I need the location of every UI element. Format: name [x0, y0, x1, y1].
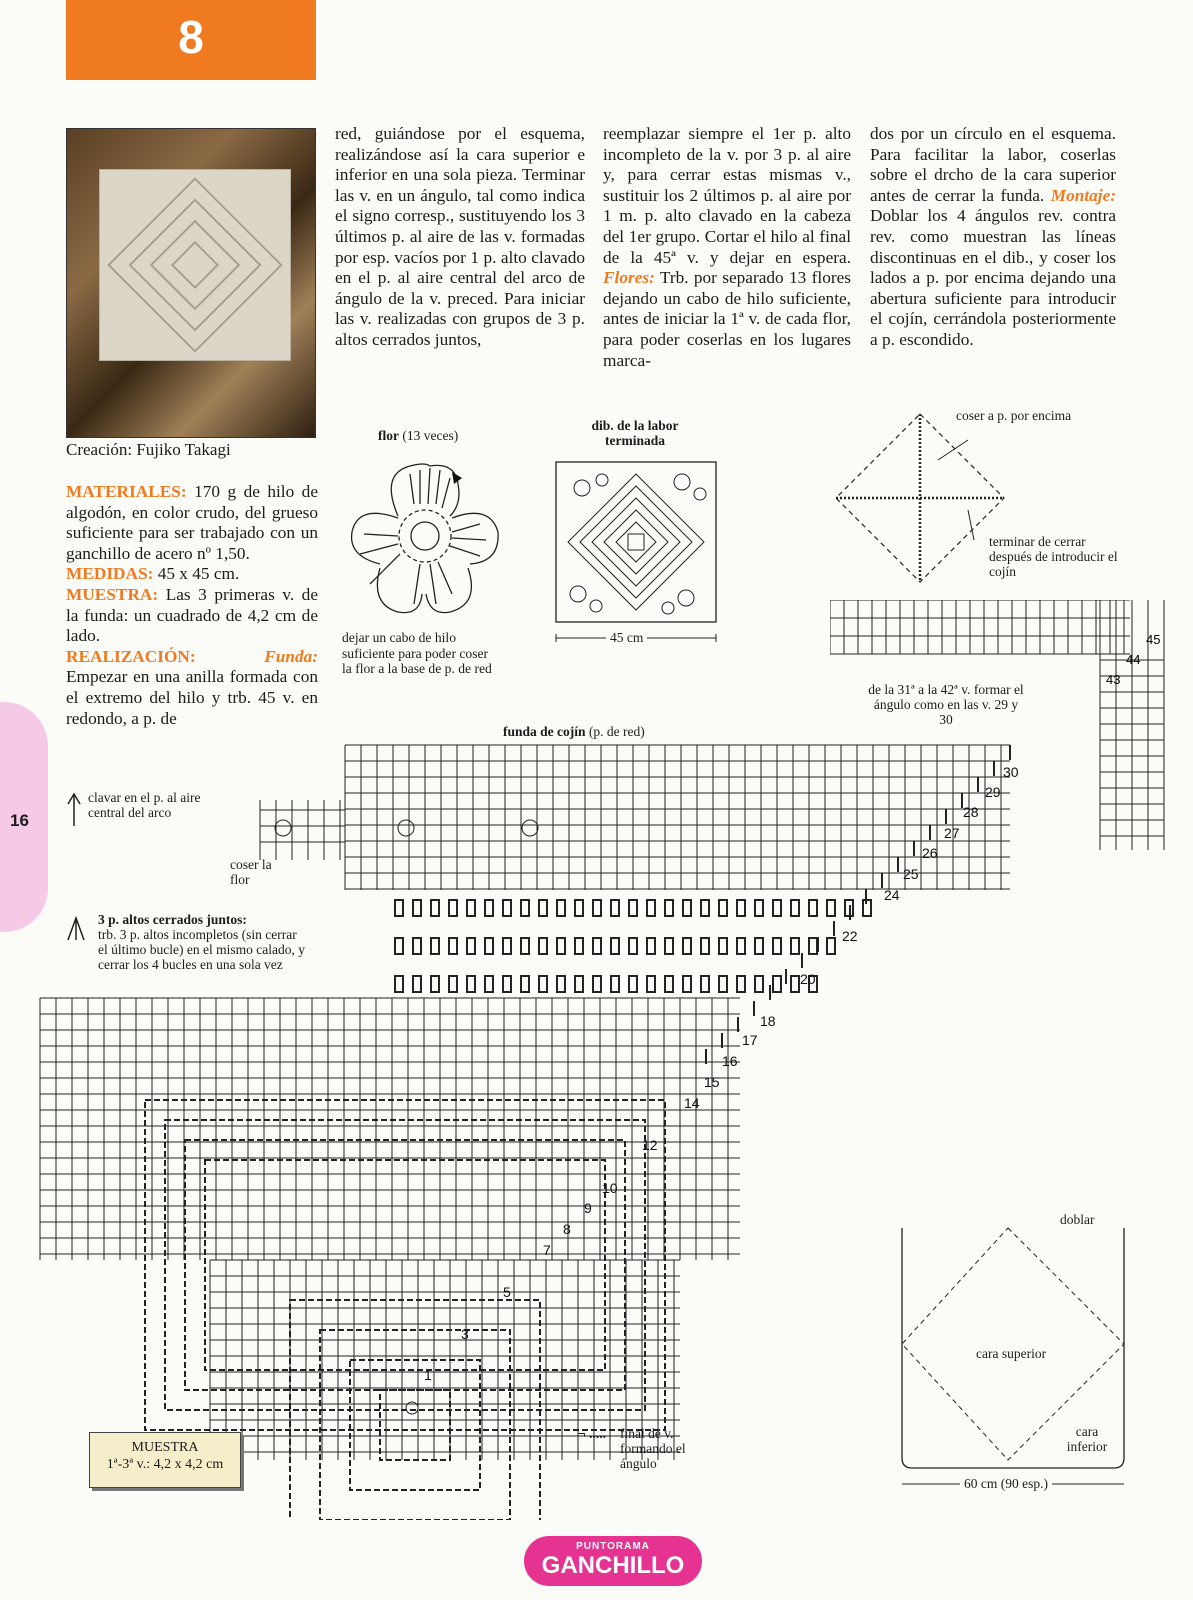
puntorama-logo	[524, 1536, 702, 1586]
logo-top: PUNTORAMA	[576, 1541, 650, 1552]
materials-label: MATERIALES:	[66, 482, 187, 501]
three-dc-symbol-icon	[64, 914, 88, 942]
doblar-label: doblar	[1060, 1212, 1095, 1227]
row-number: 7	[543, 1242, 551, 1258]
pattern-number-badge	[66, 0, 316, 80]
row-number: 26	[922, 845, 938, 861]
row-number: 17	[742, 1032, 758, 1048]
sew-label: coser a p. por encima	[956, 408, 1072, 423]
row-number: 18	[760, 1013, 776, 1029]
row-number: 28	[963, 804, 979, 820]
measures	[66, 564, 318, 585]
sample-label: MUESTRA:	[66, 584, 159, 604]
column-4-text-1: dos por un círculo en el esquema. Para facilitar la labor, coserlas sobre el drcho de la cara superior antes de cerrar la funda.	[870, 124, 1116, 205]
muestra-text: 1ª-3ª v.: 4,2 x 4,2 cm	[106, 1457, 224, 1472]
flor-title: flor (13 veces)	[378, 428, 459, 443]
realization-text: Empezar en una anilla formada con el extremo del hilo y trb. 45 v. en redondo, a p. de	[66, 667, 318, 728]
column-4	[870, 124, 1116, 351]
column-3	[603, 124, 851, 371]
column-2: red, guiándose por el esquema, realizándose así la cara superior e inferior en una sola pieza. Terminar las v. en un ángulo, tal como indica el signo corresp., sustituyendo los 3 últimos p. al aire de las v. formadas por esp. vacíos por 1 p. alto clavado en el p. al aire central del arco de ángulo de la v. preced. Para iniciar las v. realizadas con grupos de 3 p. altos cerrados juntos,	[335, 124, 585, 349]
materials	[66, 482, 318, 564]
column-1	[66, 482, 318, 729]
finished-size: 45 cm	[606, 630, 647, 645]
clavar-note: clavar en el p. al aire central del arco	[88, 790, 201, 820]
cara-inferior-label: cara inferior	[1066, 1424, 1108, 1454]
row-number: 27	[944, 825, 960, 841]
row-number: 25	[903, 866, 919, 882]
sample	[66, 585, 318, 647]
row-number: 12	[642, 1137, 658, 1153]
measures-text: 45 x 45 cm.	[157, 564, 240, 584]
row-number: 9	[584, 1200, 592, 1216]
corner-note: de la 31ª a la 42ª v. formar el ángulo como en las v. 29 y 30	[868, 682, 1024, 727]
funda-title: funda de cojín (p. de red)	[503, 724, 645, 739]
row-number: 20	[800, 971, 816, 987]
row-number: 43	[1106, 672, 1121, 687]
flower-diagram	[340, 444, 510, 624]
row-number: 29	[985, 784, 1001, 800]
tres-legend	[98, 912, 308, 972]
coser-flor-note: coser la flor	[230, 857, 272, 887]
pillow-photo	[66, 128, 316, 438]
row-number: 15	[704, 1074, 720, 1090]
page-number: 16	[10, 811, 29, 830]
measures-label: MEDIDAS:	[66, 564, 154, 584]
cara-superior-label: cara superior	[976, 1346, 1047, 1361]
row-number: 14	[684, 1095, 700, 1111]
finished-title: dib. de la labor terminada	[591, 418, 679, 448]
column-4-text-2: Doblar los 4 ángulos rev. contra rev. como muestran las líneas discontinuas en el dib., y coser los lados a p. por encima dejando una abertura suficiente para introducir el cojín, cerrándola posteriormente a p. escondido.	[870, 206, 1116, 349]
size-60-label: 60 cm (90 esp.)	[960, 1476, 1052, 1491]
funda-label: Funda:	[264, 646, 318, 666]
tres-title: 3 p. altos cerrados juntos:	[98, 912, 247, 927]
pillow-image	[99, 169, 291, 361]
row-number: 8	[563, 1221, 571, 1237]
flores-label: Flores:	[603, 268, 655, 288]
credit: Creación: Fujiko Takagi	[66, 440, 231, 459]
row-number: 44	[1126, 652, 1141, 667]
sample-text: Las 3 primeras v. de la funda: un cuadrado de 4,2 cm de lado.	[66, 584, 318, 646]
flor-note: dejar un cabo de hilo suficiente para poder coser la flor a la base de p. de red	[342, 630, 492, 676]
column-3-text-2: Trb. por separado 13 flores dejando un cabo de hilo suficiente, antes de iniciar la 1ª v. de cada flor, para poder coserlas en los lugares marca-	[603, 268, 851, 370]
montaje-label: Montaje:	[1050, 185, 1116, 205]
row-number: 3	[461, 1326, 469, 1342]
tres-text: trb. 3 p. altos incompletos (sin cerrar el último bucle) en el mismo calado, y cerrar los 4 bucles en una sola vez	[98, 927, 305, 972]
sewing-diagram	[828, 410, 1008, 590]
muestra-box	[89, 1432, 241, 1488]
row-number: 1	[424, 1367, 432, 1383]
row-number: 24	[884, 887, 900, 903]
materials-text: 170 g de hilo de algodón, en color crudo, del grueso suficiente para ser trabajado con un ganchillo de acero nº 1,50.	[66, 482, 318, 563]
row-number: 22	[842, 928, 858, 944]
row-number: 5	[503, 1284, 511, 1300]
clavar-symbol-icon	[64, 790, 84, 830]
final-note: final de v. formando el ángulo	[620, 1426, 686, 1471]
pattern-number: 8	[178, 11, 204, 63]
column-3-text-1: reemplazar siempre el 1er p. alto incompleto de la v. por 3 p. al aire y, para cerrar estas mismas v., sustituir los 2 últimos p. al aire por 1 m. p. alto clavado en la cabeza del 1er grupo. Cortar el hilo al final de la 45ª v. y dejar en espera.	[603, 124, 851, 267]
logo-name: GANCHILLO	[541, 1552, 685, 1579]
row-number: 16	[722, 1053, 738, 1069]
row-number: 30	[1003, 764, 1019, 780]
muestra-title: MUESTRA	[131, 1440, 199, 1455]
realization-label: REALIZACIÓN:	[66, 646, 196, 666]
row-number: 45	[1146, 632, 1161, 647]
finish-label: terminar de cerrar después de introducir el cojín	[989, 534, 1118, 579]
row-number: 10	[602, 1180, 618, 1196]
angle-symbol-icon: ¬ .....	[578, 1426, 606, 1441]
realization	[66, 647, 318, 729]
